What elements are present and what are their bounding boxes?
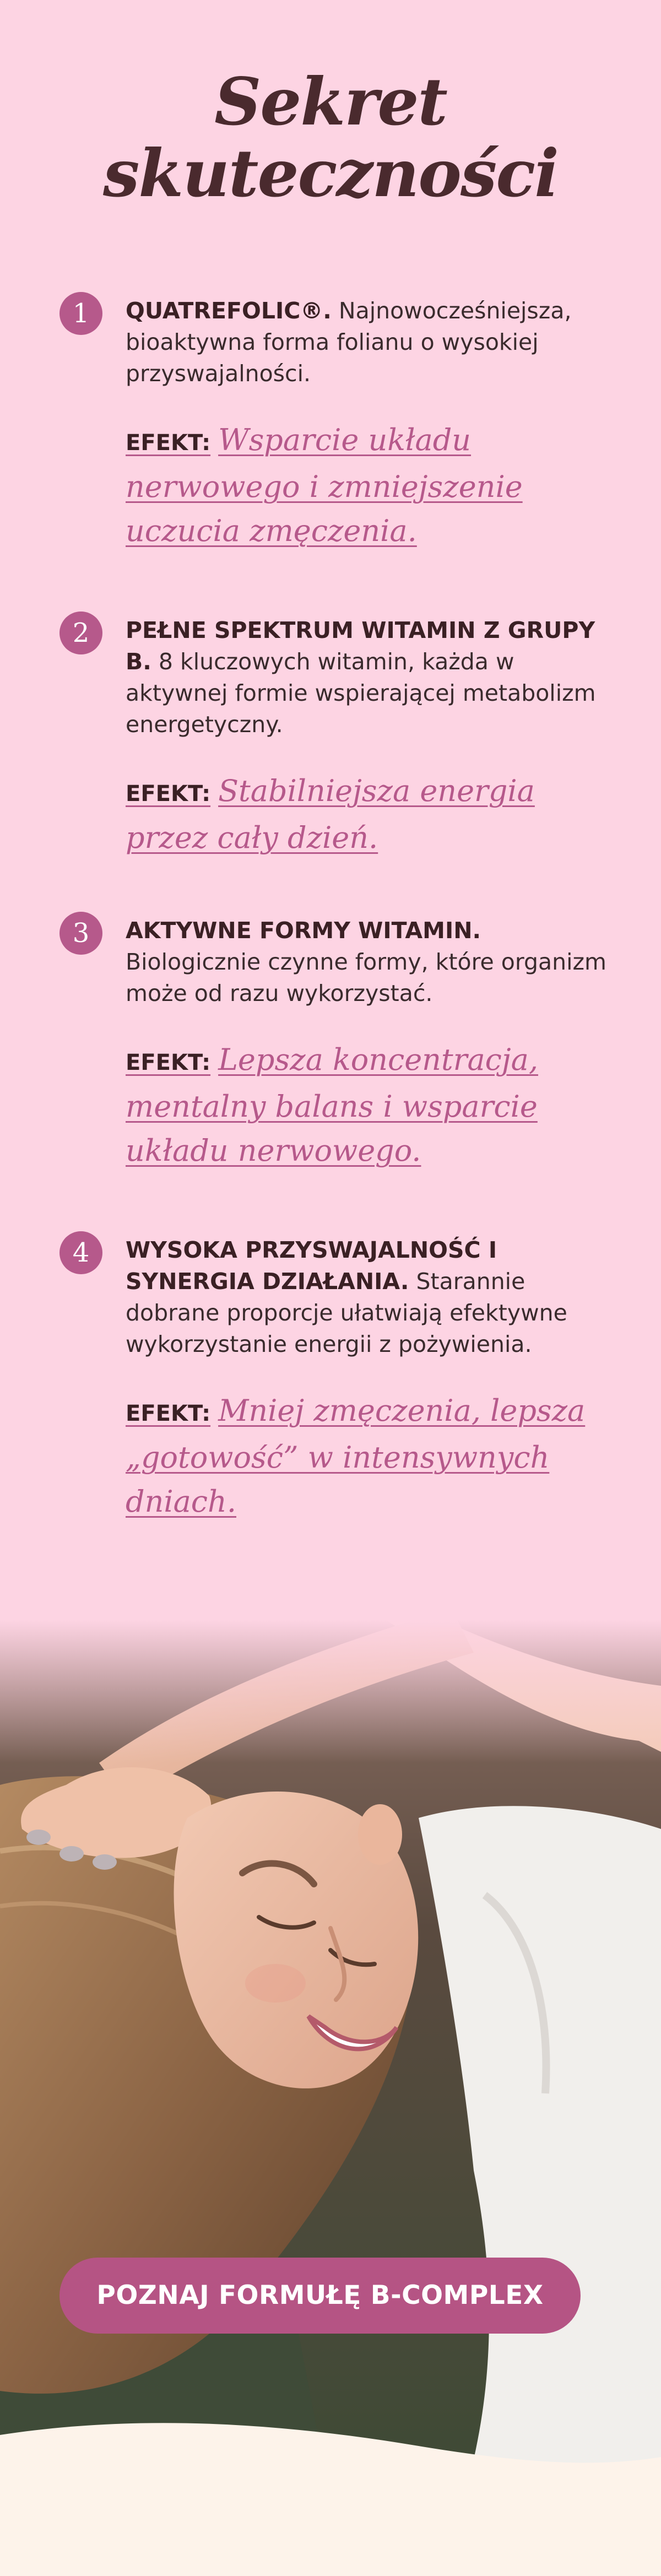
benefit-text bbox=[126, 295, 610, 553]
benefit-body: Biologicznie czynne formy, które organizm może od razu wykorzystać. bbox=[126, 949, 606, 1006]
benefit-description bbox=[126, 1235, 610, 1360]
benefit-lead: WYSOKA PRZYSWAJALNOŚĆ I SYNERGIA DZIAŁANIA. bbox=[126, 1237, 497, 1295]
effect-label: EFEKT: bbox=[126, 781, 211, 807]
benefit-text bbox=[126, 615, 610, 860]
effect-text: Wsparcie układu nerwowego i zmniejszenie uczucia zmęczenia. bbox=[126, 423, 523, 548]
effect-label: EFEKT: bbox=[126, 1050, 211, 1075]
benefit-text bbox=[126, 1235, 610, 1524]
effect-text: Stabilniejsza energia przez cały dzień. bbox=[126, 773, 535, 855]
benefit-lead: QUATREFOLIC®. bbox=[126, 297, 332, 324]
number-badge: 2 bbox=[59, 611, 102, 654]
bottom-wave bbox=[0, 2413, 661, 2576]
benefit-description bbox=[126, 915, 610, 1009]
number-badge: 4 bbox=[59, 1231, 102, 1274]
effect-label: EFEKT: bbox=[126, 1401, 211, 1426]
effect-text: Mniej zmęczenia, lepsza „gotowość” w intensywnych dniach. bbox=[126, 1393, 586, 1519]
benefit-effect bbox=[126, 1038, 610, 1173]
title-line-2: skuteczności bbox=[102, 135, 559, 212]
title-line-1: Sekret bbox=[214, 63, 447, 140]
number-badge: 3 bbox=[59, 912, 102, 955]
benefit-description bbox=[126, 615, 610, 740]
benefit-lead: PEŁNE SPEKTRUM WITAMIN Z GRUPY B. bbox=[126, 617, 595, 675]
benefit-text bbox=[126, 915, 610, 1173]
page-title bbox=[0, 63, 661, 212]
benefit-effect bbox=[126, 1389, 610, 1524]
benefit-body: Najnowocześniejsza, bioaktywna forma folianu o wysokiej przyswajalności. bbox=[126, 297, 572, 387]
lifestyle-photo bbox=[0, 1620, 661, 2501]
effect-text: Lepsza koncentracja, mentalny balans i wsparcie układu nerwowego. bbox=[126, 1042, 539, 1168]
photo-fade-overlay bbox=[0, 1620, 661, 1763]
benefit-body: 8 kluczowych witamin, każda w aktywnej formie wspierającej metabolizm energetyczny. bbox=[126, 648, 596, 738]
number-badge: 1 bbox=[59, 292, 102, 335]
benefit-body: Starannie dobrane proporcje ułatwiają efektywne wykorzystanie energii z pożywienia. bbox=[126, 1268, 567, 1357]
benefit-effect bbox=[126, 418, 610, 553]
learn-formula-button[interactable]: POZNAJ FORMUŁĘ B-COMPLEX bbox=[59, 2258, 581, 2334]
benefit-lead: AKTYWNE FORMY WITAMIN. bbox=[126, 917, 481, 944]
benefit-description bbox=[126, 295, 610, 389]
benefit-effect bbox=[126, 769, 610, 860]
effect-label: EFEKT: bbox=[126, 430, 211, 456]
